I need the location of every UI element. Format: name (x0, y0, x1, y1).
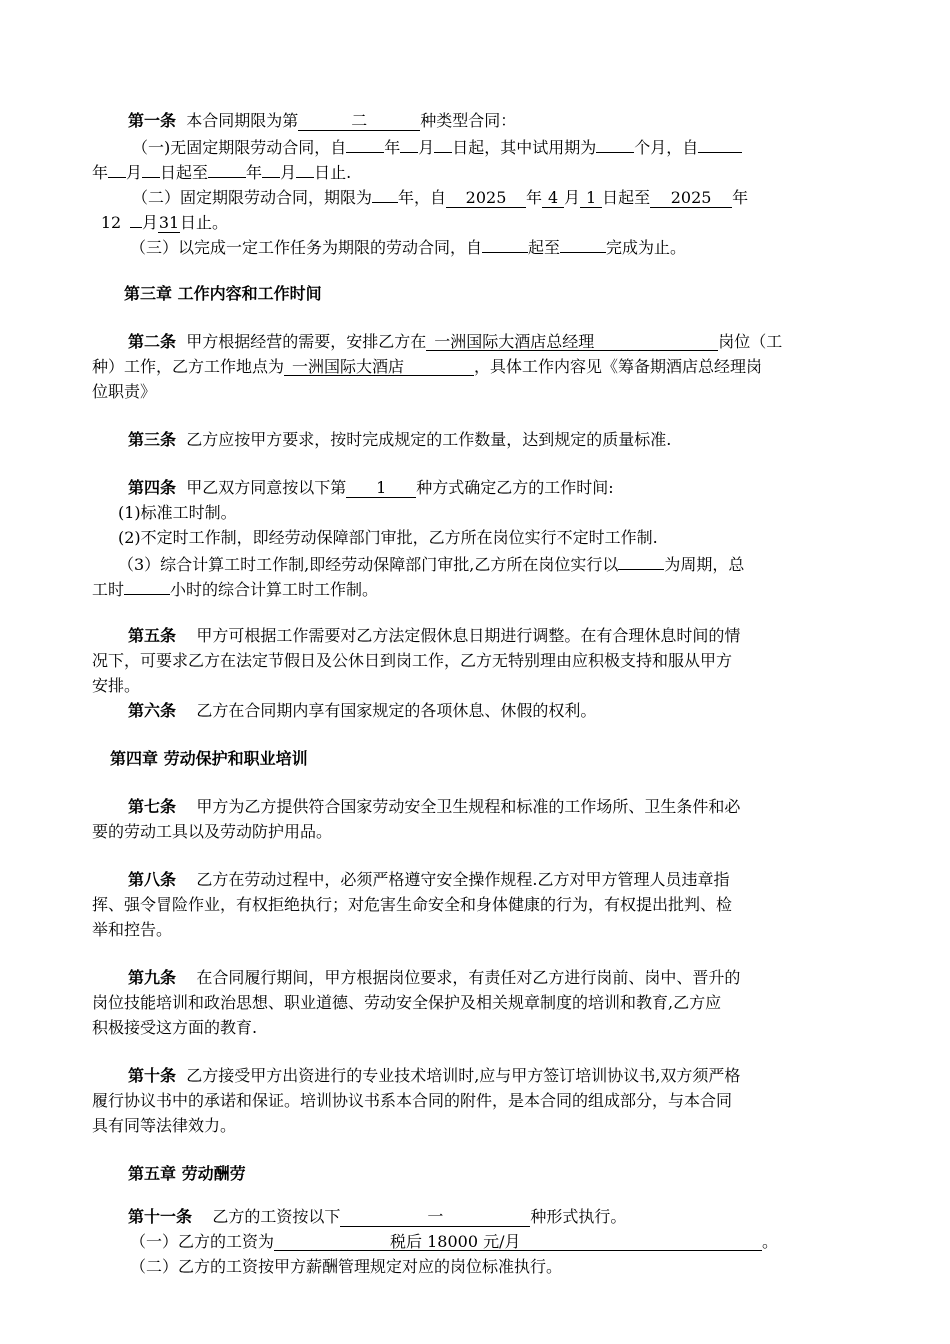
blank (108, 158, 126, 178)
text: （三）以完成一定工作任务为期限的劳动合同，自 (130, 238, 483, 257)
article-1-label: 第一条 (128, 111, 177, 130)
blank (346, 133, 384, 153)
text: （一）乙方的工资为 (130, 1232, 275, 1251)
text: 种方式确定乙方的工作时间: (416, 478, 614, 497)
end-year-field: 2025 (650, 188, 732, 208)
article-11-option-1 (92, 1229, 858, 1254)
article-6-label: 第六条 (128, 701, 177, 720)
text: 年 (384, 138, 401, 157)
blank (434, 133, 452, 153)
text: 月 (564, 188, 581, 207)
article-4-option-1: (1)标准工时制。 (118, 503, 237, 522)
blank (698, 133, 742, 153)
text: 月 (126, 163, 143, 182)
text: 在合同履行期间，甲方根据岗位要求，有责任对乙方进行岗前、岗中、晋升的 (196, 968, 741, 987)
text: 小时的综合计算工时工作制。 (170, 580, 379, 599)
text: 年 (732, 188, 749, 207)
article-4-option-2: (2)不定时工作制，即经劳动保障部门审批，乙方所在岗位实行不定时工作制. (118, 528, 658, 547)
text: 日止. (314, 163, 352, 182)
text: 年 (246, 163, 263, 182)
article-11-option-2: （二）乙方的工资按甲方薪酬管理规定对应的岗位标准执行。 (130, 1257, 563, 1276)
blank (482, 233, 528, 253)
chapter-4-heading: 第四章 劳动保护和职业培训 (110, 749, 308, 768)
blank (142, 158, 160, 178)
article-8-line-3: 举和控告。 (92, 920, 173, 939)
text: 月 (142, 213, 159, 232)
option-3-line (92, 233, 858, 258)
text: 甲乙双方同意按以下第 (186, 478, 347, 497)
text: ，具体工作内容见《筹备期酒店总经理岗 (474, 357, 763, 376)
text: 工时 (92, 580, 125, 599)
article-3-line (92, 427, 858, 452)
article-9-line-3: 积极接受这方面的教育. (92, 1018, 258, 1037)
article-10-label: 第十条 (128, 1066, 177, 1085)
blank (618, 550, 664, 570)
text: 甲方可根据工作需要对乙方法定假休息日期进行调整。在有合理休息时间的情 (196, 626, 741, 645)
article-5-line-1 (92, 623, 858, 648)
start-day-field: 1 (580, 188, 602, 208)
position-field: 一洲国际大酒店总经理 (426, 332, 718, 351)
text: 乙方应按甲方要求，按时完成规定的工作数量，达到规定的质量标准. (186, 430, 672, 449)
blank (372, 183, 398, 203)
article-9-line-2: 岗位技能培训和政治思想、职业道德、劳动安全保护及相关规章制度的培训和教育,乙方应 (92, 993, 722, 1012)
text: 乙方接受甲方出资进行的专业技术培训时,应与甲方签订培训协议书,双方须严格 (186, 1066, 741, 1085)
text: 日止。 (180, 213, 229, 232)
option-1-line-2 (92, 158, 858, 183)
text: 年 (92, 163, 109, 182)
text: 日起至 (602, 188, 651, 207)
text: （一)无固定期限劳动合同，自 (132, 138, 347, 157)
text: 年，自 (398, 188, 447, 207)
workplace-field: 一洲国际大酒店 (284, 357, 474, 376)
text: 起至 (528, 238, 561, 257)
option-2-line-2 (92, 208, 858, 233)
text: 月 (280, 163, 297, 182)
article-2-line-2 (92, 354, 858, 379)
salary-field: 税后 18000 元/月 (274, 1232, 762, 1251)
article-4-option-3-line-1 (92, 550, 858, 575)
chapter-3-heading: 第三章 工作内容和工作时间 (124, 284, 322, 303)
text: 乙方在合同期内享有国家规定的各项休息、休假的权利。 (196, 701, 597, 720)
text: 种）工作，乙方工作地点为 (92, 357, 285, 376)
text: 岗位（工 (718, 332, 783, 351)
contract-type-field: 二 (298, 111, 420, 131)
article-3-label: 第三条 (128, 430, 177, 449)
end-day-field: 31 (158, 213, 180, 232)
start-month-field: 4 (542, 188, 564, 208)
text: 乙方在劳动过程中，必须严格遵守安全操作规程.乙方对甲方管理人员违章指 (196, 870, 730, 889)
text: 个月，自 (634, 138, 699, 157)
article-11-line-1 (92, 1204, 858, 1229)
text: 种形式执行。 (530, 1207, 627, 1226)
text: 甲方根据经营的需要，安排乙方在 (186, 332, 427, 351)
article-10-line-2: 履行协议书中的承诺和保证。培训协议书系本合同的附件，是本合同的组成部分，与本合同 (92, 1091, 733, 1110)
contract-page (92, 108, 858, 1279)
text: 为周期，总 (664, 555, 745, 574)
article-5-line-3: 安排。 (92, 676, 141, 695)
text: 日起至 (160, 163, 209, 182)
article-4-option-3-line-2 (92, 575, 858, 600)
article-9-label: 第九条 (128, 968, 177, 987)
end-month-field: 12 (100, 213, 122, 232)
article-7-line-2: 要的劳动工具以及劳动防护用品。 (92, 822, 333, 841)
text: 完成为止。 (606, 238, 687, 257)
article-4-label: 第四条 (128, 478, 177, 497)
blank (130, 208, 142, 228)
blank (208, 158, 246, 178)
text: 。 (762, 1232, 779, 1251)
article-6-line (92, 698, 858, 723)
article-5-line-2: 况下，可要求乙方在法定节假日及公休日到岗工作，乙方无特别理由应积极支持和服从甲方 (92, 651, 733, 670)
blank (124, 575, 170, 595)
article-1-heading-line (92, 108, 858, 133)
text: （3）综合计算工时工作制,即经劳动保障部门审批,乙方所在岗位实行以 (118, 555, 619, 574)
article-4-line-1 (92, 475, 858, 500)
text: 年 (526, 188, 543, 207)
text: 月 (418, 138, 435, 157)
article-7-line-1 (92, 794, 858, 819)
option-2-line-1 (92, 183, 858, 208)
blank (296, 158, 314, 178)
article-10-line-3: 具有同等法律效力。 (92, 1116, 237, 1135)
text: （二）固定期限劳动合同，期限为 (132, 188, 373, 207)
article-9-line-1 (92, 965, 858, 990)
text: 种类型合同： (420, 111, 517, 130)
blank (262, 158, 280, 178)
article-10-line-1 (92, 1063, 858, 1088)
blank (400, 133, 418, 153)
article-2-line-1 (92, 329, 858, 354)
article-5-label: 第五条 (128, 626, 177, 645)
article-8-label: 第八条 (128, 870, 177, 889)
article-8-line-1 (92, 867, 858, 892)
chapter-5-heading: 第五章 劳动酬劳 (128, 1164, 246, 1183)
blank (560, 233, 606, 253)
article-8-line-2: 挥、强令冒险作业，有权拒绝执行；对危害生命安全和身体健康的行为，有权提出批判、检 (92, 895, 733, 914)
article-7-label: 第七条 (128, 797, 177, 816)
blank (596, 133, 634, 153)
text: 甲方为乙方提供符合国家劳动安全卫生规程和标准的工作场所、卫生条件和必 (196, 797, 741, 816)
article-2-line-3: 位职责》 (92, 382, 157, 401)
option-1-line-1 (92, 133, 858, 158)
text: 乙方的工资按以下 (212, 1207, 341, 1226)
article-11-label: 第十一条 (128, 1207, 193, 1226)
start-year-field: 2025 (446, 188, 526, 208)
work-time-method-field: 1 (346, 478, 416, 498)
wage-form-field: 一 (340, 1207, 530, 1227)
article-2-label: 第二条 (128, 332, 177, 351)
text: 本合同期限为第 (186, 111, 299, 130)
text: 日起，其中试用期为 (452, 138, 597, 157)
